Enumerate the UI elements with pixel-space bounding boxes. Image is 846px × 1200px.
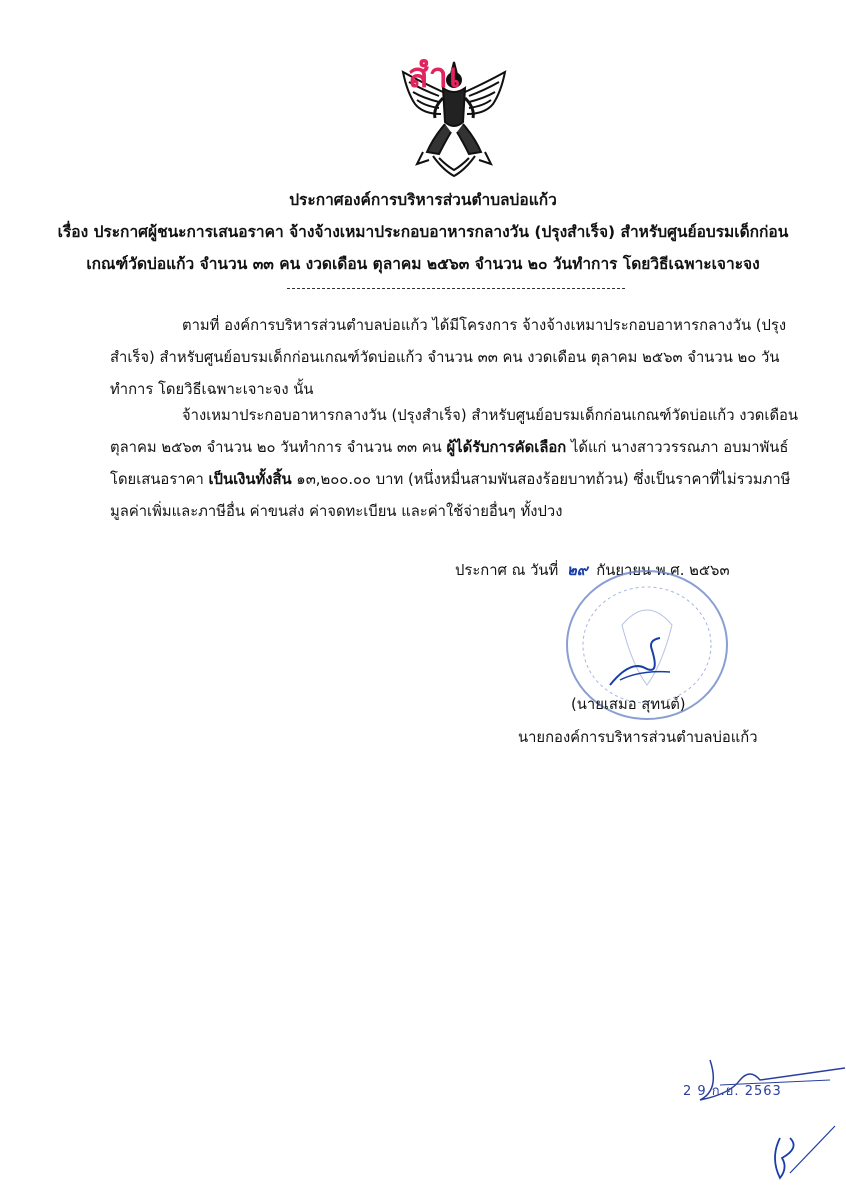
selected-bidder-label: ผู้ได้รับการคัดเลือก <box>446 439 567 456</box>
initials-scribble <box>760 1118 840 1188</box>
handwritten-day: ๒๙ <box>566 562 588 579</box>
signer-name: (นายเสมอ สุทนต์) <box>571 696 686 713</box>
announcement-prefix: ประกาศ ณ วันที่ <box>455 562 559 579</box>
paragraph-1-text: ตามที่ องค์การบริหารส่วนตำบลบ่อแก้ว ได้มีโครงการ จ้างจ้างเหมาประกอบอาหารกลางวัน (ปรุงสำเร็จ) สำหรับศูนย์อบรมเด็กก่อนเกณฑ์วัดบ่อแก้ว จำนวน ๓๓ คน งวดเดือน ตุลาคม ๒๕๖๓ จำนวน ๒๐ วันทำการ โดยวิธีเฉพาะเจาะจง นั้น <box>110 317 787 398</box>
signature-scribble <box>590 630 700 690</box>
announcement-suffix: กันยายน พ.ศ. ๒๕๖๓ <box>596 562 730 579</box>
document-title: ประกาศองค์การบริหารส่วนตำบลบ่อแก้ว <box>289 191 557 209</box>
body-paragraph-1 <box>110 310 810 406</box>
signer-title: นายกองค์การบริหารส่วนตำบลบ่อแก้ว <box>518 729 758 746</box>
total-amount-label: เป็นเงินทั้งสิ้น <box>208 471 292 488</box>
divider <box>287 288 625 289</box>
paragraph-2-text-e: ๑๓,๒๐๐.๐๐ บาท (หนึ่งหมื่นสามพันสองร้อยบาทถ้วน) ซึ่งเป็นราคาที่ไม่รวมภาษีมูลค่าเพิ่มและภาษีอื่น ค่าขนส่ง ค่าจดทะเบียน และค่าใช้จ่ายอื่นๆ ทั้งปวง <box>110 471 791 520</box>
paragraph-2-text-a: จ้างเหมาประกอบอาหารกลางวัน (ปรุงสำเร็จ) สำหรับศูนย์อบรมเด็กก่อนเกณฑ์วัดบ่อแก้ว งวดเดือน ตุลาคม ๒๕๖๓ จำนวน ๒๐ วันทำการ จำนวน ๓๓ คน <box>110 407 799 456</box>
document-subject-line2: เกณฑ์วัดบ่อแก้ว จำนวน ๓๓ คน งวดเดือน ตุลาคม ๒๕๖๓ จำนวน ๒๐ วันทำการ โดยวิธีเฉพาะเจาะจง <box>86 255 760 273</box>
document-subject-line1: เรื่อง ประกาศผู้ชนะการเสนอราคา จ้างจ้างเหมาประกอบอาหารกลางวัน (ปรุงสำเร็จ) สำหรับศูนย์อบรมเด็กก่อน <box>57 223 789 241</box>
red-stamp-text: สำเ <box>408 56 462 96</box>
received-date-stamp: 2 9 ก.ย. 2563 <box>683 1084 782 1099</box>
paragraph-2-text-c: ได้แก่ นางสาววรรณภา อบมาพันธ์ โดยเสนอราคา <box>110 439 789 488</box>
body-paragraph-2 <box>110 400 810 528</box>
